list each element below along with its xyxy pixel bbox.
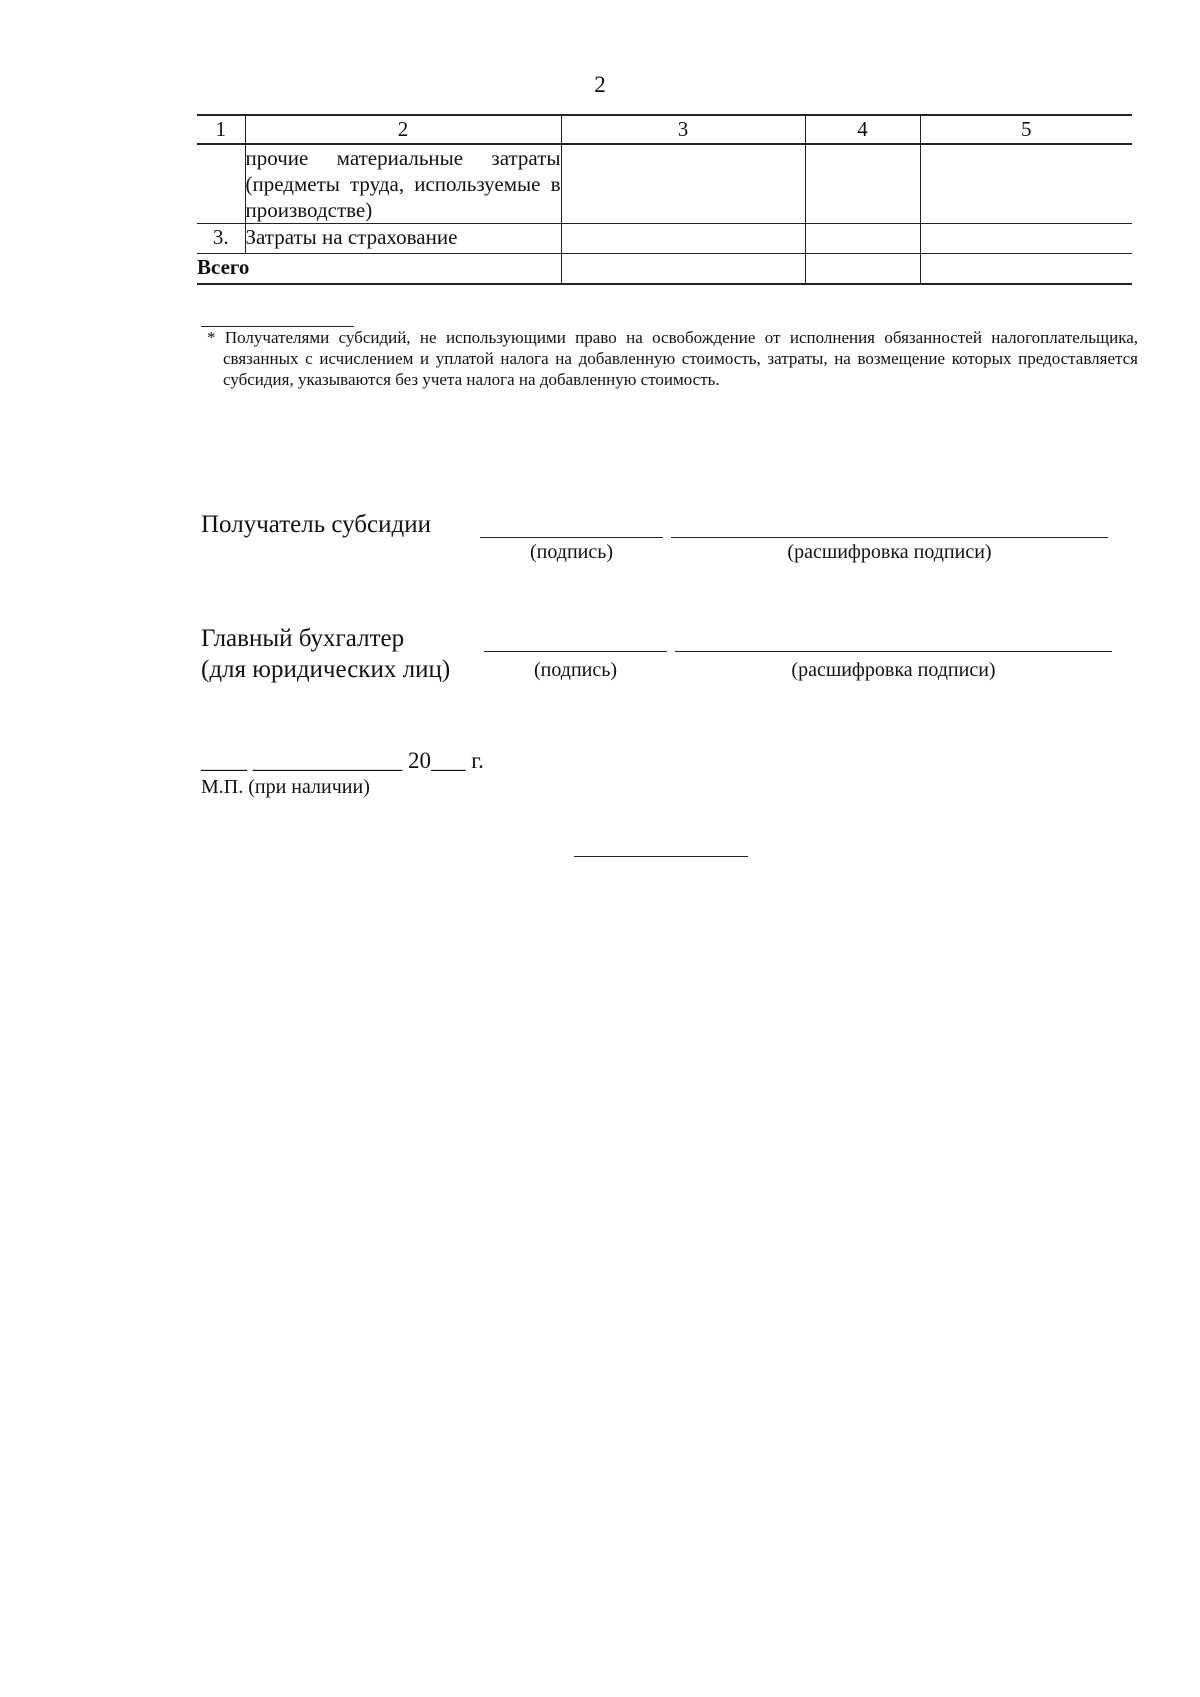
accountant-label: Главный бухгалтер <box>201 625 405 652</box>
column-header: 5 <box>920 115 1132 144</box>
accountant-signature-caption: (подпись) <box>533 659 618 681</box>
value-cell <box>561 254 805 285</box>
day-blank: ____ <box>201 748 247 773</box>
row-number-cell <box>197 144 245 224</box>
recipient-decoding-caption: (расшифровка подписи) <box>787 541 992 563</box>
accountant-signature-line <box>484 651 667 652</box>
page-number: 2 <box>594 72 606 97</box>
table-row <box>197 144 1132 224</box>
table-row <box>197 224 1132 254</box>
value-cell <box>920 254 1132 285</box>
stamp-note: М.П. (при наличии) <box>201 776 370 798</box>
year-suffix: г. <box>471 748 484 773</box>
value-cell <box>561 224 805 254</box>
value-cell <box>920 224 1132 254</box>
table-header-row <box>197 115 1132 144</box>
accountant-decoding-caption: (расшифровка подписи) <box>791 659 996 681</box>
row-name-cell: прочие материальные затраты (предметы труда, используемые в производстве) <box>245 146 561 222</box>
column-header: 1 <box>197 115 245 144</box>
cost-table <box>197 114 1132 285</box>
recipient-decoding-line <box>671 537 1108 538</box>
value-cell <box>561 144 805 224</box>
total-label: Всего <box>197 254 561 285</box>
year-blank: ___ <box>431 748 466 773</box>
recipient-signature-line <box>480 537 663 538</box>
accountant-sublabel: (для юридических лиц) <box>201 656 451 683</box>
row-name-cell: Затраты на страхование <box>245 224 561 254</box>
value-cell <box>805 224 920 254</box>
column-header: 4 <box>805 115 920 144</box>
recipient-label: Получатель субсидии <box>201 511 431 538</box>
row-number-cell: 3. <box>197 224 245 254</box>
month-blank: _____________ <box>252 748 403 773</box>
value-cell <box>805 144 920 224</box>
value-cell <box>920 144 1132 224</box>
accountant-decoding-line <box>675 651 1112 652</box>
footnote: * Получателями субсидий, не использующими право на освобождение от исполнения обязанностей налогоплательщика, связанных с исчислением и уплатой налога на добавленную стоимость, затраты, на возмещение которых предоставляется субсидия, указываются без учета налога на добавленную стоимость. <box>207 328 1138 389</box>
date-line <box>201 748 484 774</box>
recipient-signature-caption: (подпись) <box>529 541 614 563</box>
year-prefix: 20 <box>408 748 431 773</box>
total-row <box>197 254 1132 285</box>
column-header: 2 <box>245 115 561 144</box>
end-separator <box>574 856 748 857</box>
column-header: 3 <box>561 115 805 144</box>
value-cell <box>805 254 920 285</box>
